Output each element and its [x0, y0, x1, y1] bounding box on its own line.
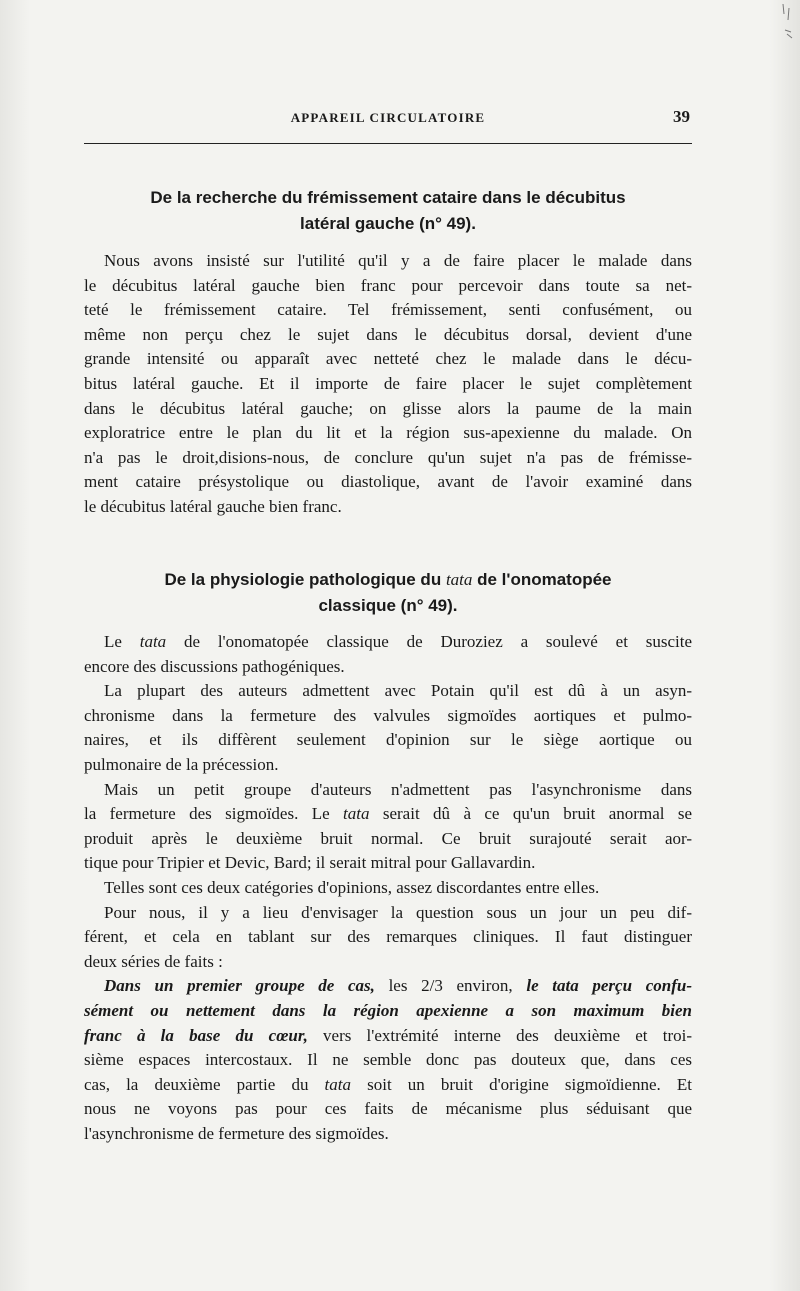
text-line: Nous avons insisté sur l'utilité qu'il y a de faire placer le malade dans [104, 251, 692, 270]
text-line: sième espaces intercostaux. Il ne semble donc pas douteux que, dans ces [84, 1050, 692, 1070]
text-line: férent, et cela en tablant sur des remarques cliniques. Il faut distinguer [84, 927, 692, 947]
heading-text: De la physiologie pathologique du [164, 570, 446, 589]
emphasis-text: le tata perçu confu- [526, 976, 692, 996]
text-line: Pour nous, il y a lieu d'envisager la question sous un jour un peu dif- [104, 902, 692, 922]
text-line: deux séries de faits : [84, 951, 223, 971]
text-line: exploratrice entre le plan du lit et la région sus-apexienne du malade. On [84, 423, 692, 443]
text: les 2/3 environ, [374, 976, 527, 996]
emphasis-text: franc à la base du cœur, [84, 1025, 308, 1045]
italic-text: tata [343, 804, 370, 824]
text-line: le décubitus latéral gauche bien franc pour percevoir dans toute sa net- [84, 275, 692, 295]
text-line: pulmonaire de la précession. [84, 754, 279, 774]
text: serait dû à ce qu'un bruit anormal se [369, 804, 693, 824]
heading-line: classique (n° 49). [318, 596, 458, 615]
text-line: dans le décubitus latéral gauche; on glisse alors la paume de la main [84, 398, 692, 418]
heading-text: de l'onomatopée [472, 570, 612, 589]
text-line: La plupart des auteurs admettent avec Potain qu'il est dû à un asyn- [104, 681, 692, 701]
running-head [84, 108, 692, 128]
text-line [84, 1073, 692, 1098]
italic-text: tata [324, 1074, 351, 1094]
text-line: sément ou nettement dans la région apexienne a son maximum bien [84, 1000, 692, 1020]
emphasis-text: Dans un premier groupe de cas, [104, 976, 375, 996]
text-line [84, 1024, 692, 1049]
text-line: naires, et ils diffèrent seulement d'opinion sur le siège aortique ou [84, 730, 692, 750]
text-line: teté le frémissement cataire. Tel frémissement, senti confusément, ou [84, 300, 692, 320]
text-line: bitus latéral gauche. Et il importe de faire placer le sujet complètement [84, 373, 692, 393]
text-line: ment cataire présystolique ou diastolique, avant de l'avoir examiné dans [84, 472, 692, 492]
text-line: grande intensité ou apparaît avec netteté chez le malade dans le décu- [84, 349, 692, 369]
text-line: même non perçu chez le sujet dans le décubitus dorsal, devient d'une [84, 324, 692, 344]
heading-line: latéral gauche (n° 49). [300, 214, 476, 233]
text: soit un bruit d'origine sigmoïdienne. Et [351, 1074, 692, 1094]
text-line [84, 974, 692, 999]
text: la fermeture des sigmoïdes. Le [84, 804, 344, 824]
text-line: n'a pas le droit,disions-nous, de conclure qu'un sujet n'a pas de frémisse- [84, 447, 692, 467]
paragraph-fremissement [84, 249, 692, 520]
text: de l'onomatopée classique de Duroziez a soulevé et suscite [166, 632, 692, 651]
text-line: tique pour Tripier et Devic, Bard; il serait mitral pour Gallavardin. [84, 853, 536, 873]
heading-line: De la recherche du frémissement cataire dans le décubitus [150, 188, 626, 207]
heading-italic-word: tata [445, 570, 473, 589]
text-line: nous ne voyons pas pour ces faits de mécanisme plus séduisant que [84, 1099, 692, 1119]
text-line [84, 802, 692, 827]
text-line: produit après le deuxième bruit normal. Ce bruit surajouté serait aor- [84, 828, 692, 848]
text-line [84, 630, 692, 655]
text-line: chronisme dans la fermeture des valvules sigmoïdes aortiques et pulmo- [84, 705, 692, 725]
text-line: le décubitus latéral gauche bien franc. [84, 496, 342, 516]
running-title: APPAREIL CIRCULATOIRE [290, 110, 486, 125]
text: vers l'extrémité interne des deuxième et troi- [307, 1025, 692, 1045]
header-rule [84, 143, 692, 144]
text: Le [104, 632, 140, 651]
section-body-physiologie [84, 630, 692, 1146]
text-line: Telles sont ces deux catégories d'opinions, assez discordantes entre elles. [104, 877, 600, 897]
text-line: l'asynchronisme de fermeture des sigmoïdes. [84, 1123, 389, 1143]
section-heading-physiologie [110, 567, 666, 619]
heading-line [110, 567, 666, 593]
text: cas, la deuxième partie du [84, 1074, 325, 1094]
text-line: encore des discussions pathogéniques. [84, 656, 345, 676]
page-number: 39 [673, 107, 690, 126]
italic-text: tata [139, 632, 167, 651]
section-heading-fremissement [110, 185, 666, 237]
text-line: Mais un petit groupe d'auteurs n'admettent pas l'asynchronisme dans [104, 779, 692, 799]
page-edge-marks [780, 2, 794, 42]
